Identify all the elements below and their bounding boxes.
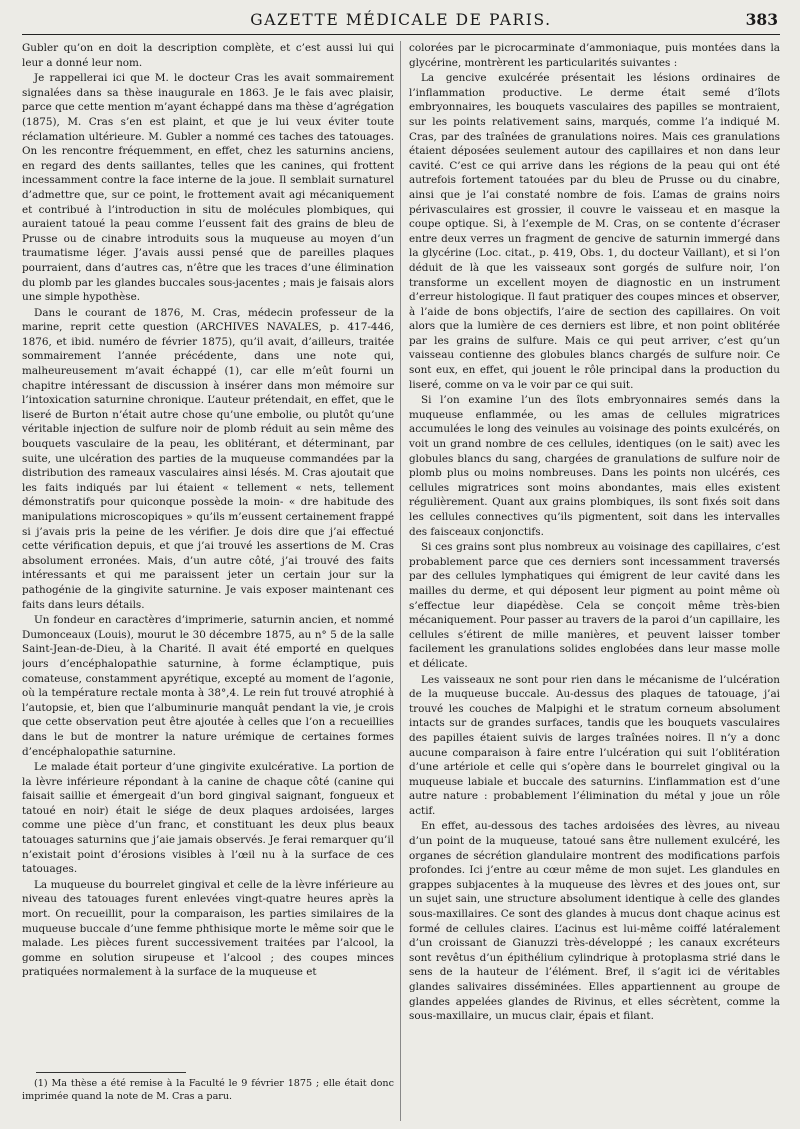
- paragraph: Je rappellerai ici que M. le docteur Cras les avait sommairement signalées dans sa thèse inaugurale en 1863. Je le fais avec plaisir, parce que cette mention m’ayant échappé dans ma thèse d’agrégation (1875), M. Cras s’en est plaint, et que je lui veux éviter toute réclamation ultérieure. M. Gubler a nommé ces taches des tatouages. On les rencontre fréquemment, en effet, chez les saturnins anciens, en regard des dents saillantes, telles que les canines, qui frottent incessamment contre la face interne de la joue. Il semblait surnaturel d’admettre que, sur ce point, le frottement avait agi mécaniquement et contribué à l’introduction in situ de molécules plombiques, qui auraient tatoué la peau comme l’eussent fait des grains de bleu de Prusse ou de cinabre introduits sous la muqueuse au moyen d’un traumatisme léger. J’avais aussi pensé que de pareilles plaques pourraient, dans d’autres cas, n’être que les traces d’une élimination du plomb par les glandes buccales sous-jacentes ; mais je faisais alors une simple hypothèse.: [22, 72, 394, 304]
- paragraph: colorées par le picrocarminate d’ammoniaque, puis montées dans la glycérine, montrèrent les particularités suivantes :: [409, 42, 780, 69]
- text-columns: [22, 41, 780, 1121]
- footnote: (1) Ma thèse a été remise à la Faculté le 9 février 1875 ; elle était donc imprimée quand la note de M. Cras a paru.: [22, 1078, 394, 1102]
- paragraph: Les vaisseaux ne sont pour rien dans le mécanisme de l’ulcération de la muqueuse buccale. Au-dessus des plaques de tatouage, j’ai trouvé les couches de Malpighi et le stratum corneum absolument intacts sur de grandes surfaces, tandis que les bouquets vasculaires des papilles étaient suivis de larges traînées noires. Il n’y a donc aucune comparaison à faire entre l’ulcération qui suit l’oblitération d’une artériole et celle qui s’opère dans le bourrelet gingival ou la muqueuse labiale et buccale des saturnins. L’inflammation est d’une autre nature : probablement l’élimination du métal y joue un rôle actif.: [409, 673, 780, 817]
- paragraph: En effet, au-dessous des taches ardoisées des lèvres, au niveau d’un point de la muqueuse, tatoué sans être nullement exulcéré, les organes de sécrétion glandulaire montrent des modifications parfois profondes. Ici j’entre au cœur même de mon sujet. Les glandules en grappes subjacentes à la muqueuse des lèvres et des joues ont, sur un sujet sain, une structure absolument identique à celle des glandes sous-maxillaires. Ce sont des glandes à mucus dont chaque acinus est formé de cellules claires. L’acinus est lui-même coiffé latéralement d’un croissant de Gianuzzi très-développé ; les canaux excréteurs sont revêtus d’un épithélium cylindrique à protoplasma strié dans le sens de la hauteur de l’élément. Bref, il s’agit ici de véritables glandes salivaires disséminées. Elles appartiennent au groupe de glandes appelées glandes de Rivinus, et elles sécrètent, comme la sous-maxillaire, un mucus clair, épais et filant.: [409, 820, 780, 1023]
- paragraph: Le malade était porteur d’une gingivite exulcérative. La portion de la lèvre inférieure répondant à la canine de chaque côté (canine qui faisait saillie et émergeait d’un bord gingival saignant, fongueux et tatoué en noir) était le siége de deux plaques ardoisées, larges comme une pièce d’un franc, et constituant les deux plus beaux tatouages saturnins que j’aie jamais observés. Je ferai remarquer qu’il n’existait point d’érosions visibles à l’œil nu à la surface de ces tatouages.: [22, 761, 394, 876]
- paragraph: Gubler qu’on en doit la description complète, et c’est aussi lui qui leur a donné leur nom.: [22, 42, 394, 69]
- paragraph: Dans le courant de 1876, M. Cras, médecin professeur de la marine, reprit cette question (ARCHIVES NAVALES, p. 417-446, 1876, et ibid. numéro de février 1875), qu’il avait, d’ailleurs, traitée sommairement l’année précédente, dans une note qui, malheureusement m’avait échappé (1), car elle m’eût fourni un chapitre intéressant de discussion à insérer dans mon mémoire sur l’intoxication saturnine chronique. L’auteur prétendait, en effet, que le liseré de Burton n’était autre chose qu’une embolie, ou plutôt qu’une véritable injection de sulfure noir de plomb réduit au sein même des bouquets vasculaire de la peau, les oblitérant, et déterminant, par suite, une ulcération des parties de la muqueuse commandées par la distribution des rameaux vasculaires ainsi lésés. M. Cras ajoutait que les faits indiqués par lui étaient « tellement « nets, tellement démonstratifs pour quiconque possède la moin- « dre habitude des manipulations microscopiques » qu’ils m’eussent certainement frappé si j’avais pris la peine de les vérifier. Je dois dire que j’ai effectué cette vérification depuis, et que j’ai trouvé les assertions de M. Cras absolument erronées. Mais, d’un autre côté, j’ai trouvé des faits intéressants et qui me paraissent jeter un certain jour sur la pathogénie de la gingivite saturnine. Je vais exposer maintenant ces faits dans leurs détails.: [22, 306, 394, 611]
- paragraph: Un fondeur en caractères d’imprimerie, saturnin ancien, et nommé Dumonceaux (Louis), mourut le 30 décembre 1875, au n° 5 de la salle Saint-Jean-de-Dieu, à la Charité. Il avait été emporté en quelques jours d’encéphalopathie saturnine, à forme éclamptique, puis comateuse, constamment apyrétique, excepté au moment de l’agonie, où la température rectale monta à 38°,4. Le rein fut trouvé atrophié à l’autopsie, et, bien que l’albuminurie manquât pendant la vie, je crois que cette observation peut être ajoutée à celles que l’on a recueillies dans le but de montrer la nature urémique de certaines formes d’encéphalopathie saturnine.: [22, 614, 394, 758]
- running-head: [22, 8, 780, 35]
- left-column: [22, 41, 394, 1121]
- page-number: 383: [745, 10, 778, 29]
- paragraph: Si l’on examine l’un des îlots embryonnaires semés dans la muqueuse enflammée, ou les amas de cellules migratrices accumulées le long des veinules au voisinage des points exulcérés, on voit un grand nombre de ces cellules, identiques (on le sait) avec les globules blancs du sang, chargées de granulations de sulfure noir de plomb plus ou moins nombreuses. Dans les points non ulcérés, ces cellules migratrices sont moins abondantes, mais elles existent régulièrement. Quant aux grains plombiques, ils sont fixés soit dans les cellules connectives qu’ils pigmentent, soit dans les intervalles des faisceaux conjonctifs.: [409, 394, 780, 538]
- paragraph: Si ces grains sont plus nombreux au voisinage des capillaires, c’est probablement parce que ces derniers sont incessamment traversés par des cellules lymphatiques qui émigrent de leur cavité dans les mailles du derme, et qui déposent leur pigment au point même où s’effectue leur diapédèse. Cela se conçoit même très-bien mécaniquement. Pour passer au travers de la paroi d’un capillaire, les cellules s’étirent de mille manières, et peuvent laisser tomber facilement les granulations solides englobées dans leur masse molle et délicate.: [409, 541, 780, 670]
- paragraph: La muqueuse du bourrelet gingival et celle de la lèvre inférieure au niveau des tatouages furent enlevées vingt-quatre heures après la mort. On recueillit, pour la comparaison, les parties similaires de la muqueuse buccale d’une femme phthisique morte le même soir que le malade. Les pièces furent successivement traitées par l’alcool, la gomme en solution sirupeuse et l’alcool ; des coupes minces pratiquées normalement à la surface de la muqueuse et: [22, 878, 394, 979]
- journal-title: GAZETTE MÉDICALE DE PARIS.: [250, 11, 552, 29]
- left-column-body: [22, 41, 394, 1069]
- right-column: [400, 41, 780, 1121]
- paragraph: La gencive exulcérée présentait les lésions ordinaires de l’inflammation productive. Le derme était semé d’îlots embryonnaires, les bouquets vasculaires des papilles se montraient, sur les points relativement sains, marqués, comme l’a indiqué M. Cras, par des traînées de granulations noires. Mais ces granulations étaient déposées seulement autour des capillaires et non dans leur cavité. C’est ce qui arrive dans les régions de la peau qui ont été autrefois fortement tatouées par du bleu de Prusse ou du cinabre, ainsi que je l’ai constaté nombre de fois. L’amas de grains noirs périvasculaires est grossier, il couvre le vaisseau et en masque la coupe optique. Si, à l’exemple de M. Cras, on se contente d’écraser entre deux verres un fragment de gencive de saturnin immergé dans la glycérine (Loc. citat., p. 419, Obs. 1, du docteur Vaillant), et si l’on déduit de là que les vaisseaux sont gorgés de sulfure noir, l’on transforme un excellent moyen de diagnostic en un instrument d’erreur histologique. Il faut pratiquer des coupes minces et observer, à l’aide de bons objectifs, l’aire de section des capillaires. On voit alors que la lumière de ces derniers est libre, et non point oblitérée par les grains de sulfure. Mais ce qui peut arriver, c’est qu’un vaisseau contienne des globules blancs chargés de sulfure noir. Ce sont eux, en effet, qui jouent le rôle principal dans la production du liseré, comme on va le voir par ce qui suit.: [409, 72, 780, 391]
- footnote-divider: [36, 1072, 186, 1073]
